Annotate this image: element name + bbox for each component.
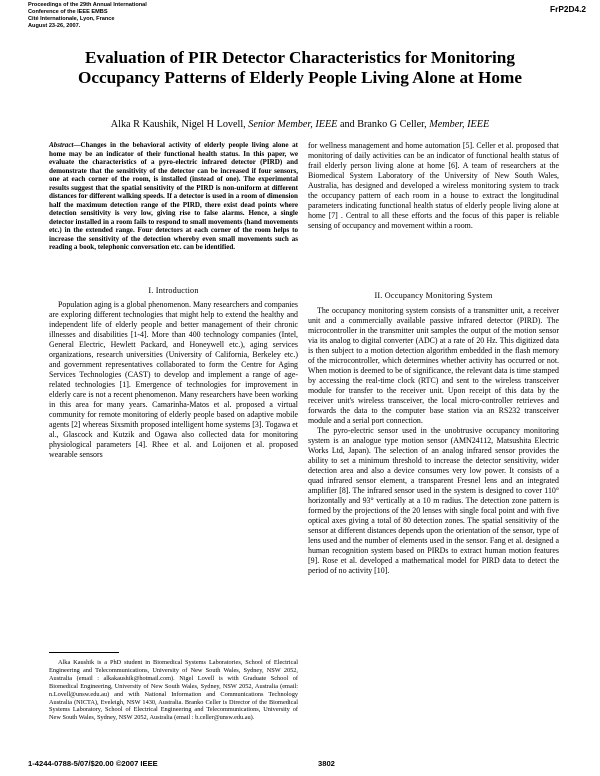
paper-title [40,48,560,88]
title-line: Evaluation of PIR Detector Characteristics for Monitoring [85,48,515,67]
conference-line: August 23-26, 2007. [28,22,81,29]
paragraph: The occupancy monitoring system consists of a transmitter unit, a receiver unit and a commercially available passive infrared detector (PIRD). The microcontroller in the transmitter unit samples the output of the motion sensor via its analog to digital converter (ADC) at a rate of 20 Hz. This digitized data is then subject to a motion detection algorithm embedded in the flash memory of the microcontroller, which determines whether activity has occurred or not. When motion is deemed to be of significance, the relevant data is time stamped by accessing the real-time clock (RTC) and sent to the wireless transceiver module for transfer to the receiver unit. Upon receipt of this data by the receiver unit's wireless transceiver, the local micro-controller retrieves and forwards the data to the computer base station via an RS232 transceiver module and a serial port connection. [308,306,559,425]
occupancy-monitoring-body [308,306,559,576]
page-number: 3802 [318,759,335,768]
author-role-1: Senior Member, IEEE [248,119,338,130]
conference-line: Conference of the IEEE EMBS [28,8,108,15]
conference-info [28,2,258,30]
author-footnote: Alka Kaushik is a PhD student in Biomedical Systems Laboratories, School of Electrical Engineering and Telecommunications, University of New South Wales, Sydney, NSW 2052, Australia (email : alkakaushik@hotmail.com). Nigel Lovell is with Graduate School of Biomedical Engineering, University of New South Wales, Sydney, NSW 2052, Australia (email: n.Lovell@unsw.edu.au) and with National Information and Communications Technology Australia (NICTA), Eveleigh, NSW 1430, Australia. Branko Celler is Director of the Biomedical Systems Laboratory, School of Electrical Engineering and Telecommunications, University of New South Wales, Sydney, NSW 2052, Australia (email : b.celler@unsw.edu.au). [49,659,298,722]
paper-id: FrP2D4.2 [550,4,586,14]
introduction-body [49,300,298,460]
paragraph: The pyro-electric sensor used in the unobtrusive occupancy monitoring system is an analogue type motion sensor (AMN24112, Matsushita Electric Works Ltd, Japan). The selection of an analog infrared sensor provides the ability to set a minimum threshold to increase the detector sensitivity, wider detection area and also a device consumes very low power. It consists of a quad infrared sensor element, a transparent Fresnel lens and an integrated amplifier [8]. The infrared sensor used in the system is designed to cover 110° horizontally and 93° vertically at a 10 m radius. The detection zone pattern is formed by the projections of the 20 lenses with single focal point and with five optical axes giving a total of 80 detection zones. The spatial sensitivity of the sensor at different distances depends upon the orientation of the sensor, type of lens used and the number of elements used in the sensor. Fang et al. designed a human recognition system based on PIRDs to extract human motion features [9]. Rose et al. developed a mathematical model for PIRD data to detect the period of no activity [10]. [308,426,559,575]
title-line: Occupancy Patterns of Elderly People Living Alone at Home [78,68,522,87]
abstract-label: Abstract [49,141,74,149]
conference-line: Proceedings of the 29th Annual International [28,2,147,8]
section-heading-occupancy-monitoring: II. Occupancy Monitoring System [374,291,493,300]
abstract-text: —Changes in the behavioral activity of elderly people living alone at home may be an indicator of their functional health status. In this paper, we evaluate the characteristics of a pyro-electric infrared detector (PIRD) and demonstrate that the sensitivity of the detector can be increased if four sensors, one at each corner of the room, is installed (instead of one). The experimental results suggest that the spatial sensitivity of the PIRD is non-uniform at different distances for different walking speeds. If a detector is used in a room of dimension half the maximum detection range of the PIRD, there exist dead points where detection sensitivity is very low, giving rise to false alarms. Hence, a single detector installed in a room fails to respond to small movements (hand movements etc.) in the extended range. Four detectors at each corner of the room helps to increase the sensitivity of the detection whereby even small movements such as reading a book, telephonic conversation etc. can be identified. [49,141,298,251]
abstract [49,141,298,252]
paragraph: for wellness management and home automation [5]. Celler et al. proposed that monitoring of daily activities can be an indicator of functional health status of frail elderly person living alone at home [6]. A team of researchers at the Biomedical System Laboratory of the University of New South Wales, Australia, has designed and developed a wireless monitoring system to track the occupancy pattern of each room in a house to extract the longitudinal parameters indicating functional health status of elderly people living alone at home [7] . Central to all these efforts and the focus of this paper is reliable sensing of occupancy and movement within a room. [308,141,559,230]
section-heading-introduction: I. Introduction [148,286,199,295]
author-role-2: Member, IEEE [429,119,490,130]
copyright-notice: 1-4244-0788-5/07/$20.00 ©2007 IEEE [28,759,158,768]
footnote-divider [49,652,119,653]
paragraph: Population aging is a global phenomenon. Many researchers and companies are exploring different technologies that might help to extend the healthy and independent life of elderly people and better management of their chronic illnesses and disabilities [1-4]. More than 400 technology companies (Intel, General Electric, Hewlett Packard, and Honeywell etc.), aging services organizations, research universities (University of California, Berkeley etc.) and government representatives collaborated to form the Centre for Aging Services Technologies (CAST) to develop and implement a range of age-related technologies [1]. Emergence of technologies for improvement in elderly care is not a recent phenomenon. Many researchers have been working in this area for many years. Camarinha-Matos et al. proposed a virtual community for remote monitoring of elderly people based on adaptive mobile agents [2] whereas Sixsmith proposed intelligent home systems [3]. Togawa et al., Glascock and Kutzik and Ogawa also collected data for monitoring physiological parameters [4]. Rhee et al. and Loijonen et al. proposed wearable sensors [49,300,298,459]
authors-names-1: Alka R Kaushik, Nigel H Lovell, [110,119,249,130]
conference-line: Cité Internationale, Lyon, France [28,15,115,22]
authors-names-2: and Branko G Celler, [337,119,430,130]
author-list [40,119,560,130]
right-column-intro [308,141,559,231]
